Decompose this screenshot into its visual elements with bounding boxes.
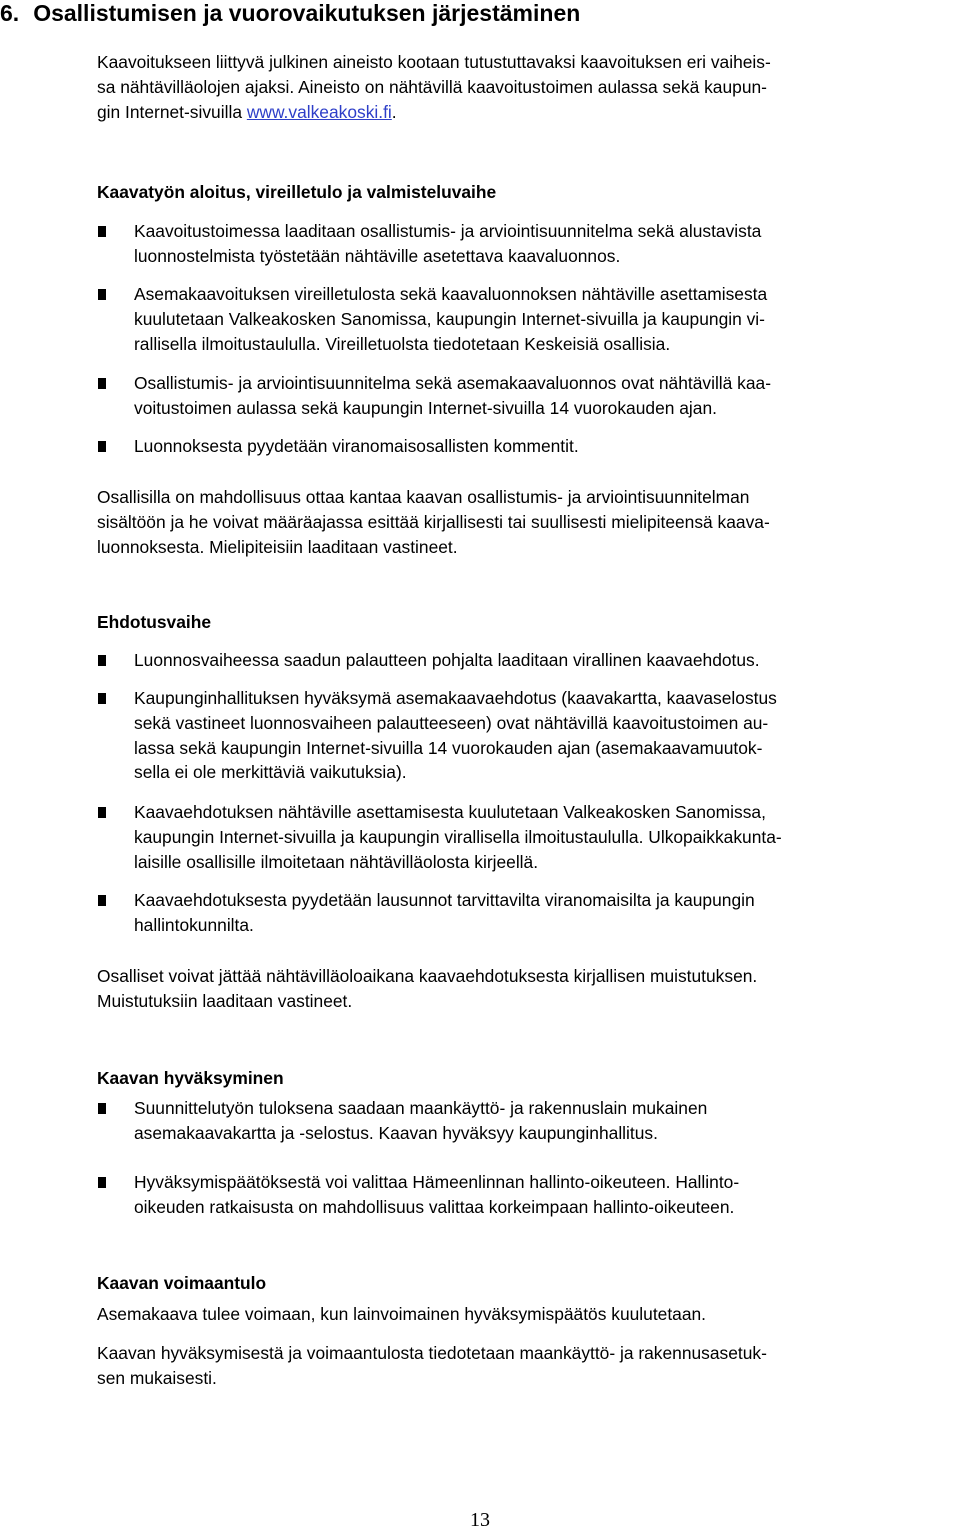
list-item-line: Luonnoksesta pyydetään viranomaisosallisten kommentit. <box>134 436 579 456</box>
list-item-text <box>134 800 956 874</box>
list-item-text <box>134 371 956 421</box>
effect-paragraph <box>97 1341 953 1391</box>
paragraph-line: sen mukaisesti. <box>97 1367 217 1388</box>
intro-line: Kaavoitukseen liittyvä julkinen aineisto kootaan tutustuttavaksi kaavoituksen eri vaiheis- <box>97 52 771 72</box>
list-item-text <box>134 434 956 459</box>
list-item-line: laisille osallisille ilmoitetaan nähtävilläolosta kirjeellä. <box>134 851 539 872</box>
page-number: 13 <box>470 1509 490 1531</box>
initiation-heading: Kaavatyön aloitus, vireilletulo ja valmisteluvaihe <box>97 182 497 202</box>
list-item-line: Kaupunginhallituksen hyväksymä asemakaavaehdotus (kaavakartta, kaavaselostus <box>134 688 777 708</box>
bullet-icon <box>98 693 106 704</box>
bullet-icon <box>98 895 106 906</box>
bullet-icon <box>98 289 106 300</box>
paragraph-line: Osalliset voivat jättää nähtävilläoloaikana kaavaehdotuksesta kirjallisen muistutuksen. <box>97 966 758 986</box>
bullet-icon <box>98 441 106 452</box>
intro-line: sa nähtävilläolojen ajaksi. Aineisto on nähtävillä kaavoitustoimen aulassa sekä kaupun- <box>97 76 767 97</box>
list-item-text <box>134 219 956 269</box>
bullet-icon <box>98 1103 106 1114</box>
paragraph-line: Muistutuksiin laaditaan vastineet. <box>97 990 353 1011</box>
paragraph-line: Osallisilla on mahdollisuus ottaa kantaa kaavan osallistumis- ja arviointisuunnitelman <box>97 487 750 507</box>
list-item-line: kuulutetaan Valkeakosken Sanomissa, kaupungin Internet-sivuilla ja kaupungin vi- <box>134 308 765 329</box>
paragraph-line: sisältöön ja he voivat määräajassa esittää kirjallisesti tai suullisesti mielipiteensä kaava- <box>97 511 770 532</box>
list-item-line: Kaavaehdotuksen nähtäville asettamisesta kuulutetaan Valkeakosken Sanomissa, <box>134 802 766 822</box>
intro-line-text: gin Internet-sivuilla <box>97 101 247 122</box>
list-item-line: asemakaavakartta ja -selostus. Kaavan hyväksyy kaupunginhallitus. <box>134 1122 658 1143</box>
list-item-text <box>134 686 956 785</box>
list-item-line: Hyväksymispäätöksestä voi valittaa Hämeenlinnan hallinto-oikeuteen. Hallinto- <box>134 1172 740 1192</box>
paragraph-line: Asemakaava tulee voimaan, kun lainvoimainen hyväksymispäätös kuulutetaan. <box>97 1304 707 1324</box>
list-item-line: sekä vastineet luonnosvaiheen palautteeseen) ovat nähtävillä kaavoitustoimen au- <box>134 712 769 733</box>
approval-heading: Kaavan hyväksyminen <box>97 1068 284 1088</box>
list-item-line: lassa sekä kaupungin Internet-sivuilla 14 vuorokauden ajan (asemakaavamuutok- <box>134 737 763 758</box>
website-link[interactable]: www.valkeakoski.fi <box>246 101 392 122</box>
list-item-line: Asemakaavoituksen vireilletulosta sekä kaavaluonnoksen nähtäville asettamisesta <box>134 284 768 304</box>
list-item-line: oikeuden ratkaisusta on mahdollisuus valittaa korkeimpaan hallinto-oikeuteen. <box>134 1196 735 1217</box>
list-item-line: sella ei ole merkittäviä vaikutuksia). <box>134 762 407 783</box>
section-title: Osallistumisen ja vuorovaikutuksen järjestäminen <box>33 0 581 26</box>
bullet-icon <box>98 1177 106 1188</box>
section-number: 6. <box>0 0 20 26</box>
bullet-icon <box>98 378 106 389</box>
bullet-icon <box>98 226 106 237</box>
list-item-line: hallintokunnilta. <box>134 914 254 935</box>
list-item-text <box>134 648 956 673</box>
list-item-line: kaupungin Internet-sivuilla ja kaupungin virallisella ilmoitustaululla. Ulkopaikkakunta- <box>134 826 782 847</box>
section-heading <box>0 0 960 26</box>
effect-paragraph <box>97 1302 953 1327</box>
initiation-closing-paragraph <box>97 485 953 559</box>
list-item-text <box>134 1096 956 1146</box>
intro-paragraph <box>97 50 953 124</box>
proposal-heading: Ehdotusvaihe <box>97 612 212 632</box>
list-item-line: voitustoimen aulassa sekä kaupungin Internet-sivuilla 14 vuorokauden ajan. <box>134 397 717 418</box>
list-item-text <box>134 1170 956 1220</box>
bullet-icon <box>98 655 106 666</box>
list-item-line: rallisella ilmoitustaululla. Vireilletuolsta tiedotetaan Keskeisiä osallisia. <box>134 333 671 354</box>
list-item-line: Kaavoitustoimessa laaditaan osallistumis- ja arviointisuunnitelma sekä alustavista <box>134 221 762 241</box>
list-item-line: Suunnittelutyön tuloksena saadaan maankäyttö- ja rakennuslain mukainen <box>134 1098 708 1118</box>
list-item-text <box>134 282 956 356</box>
effect-heading: Kaavan voimaantulo <box>97 1273 267 1293</box>
list-item-line: luonnostelmista työstetään nähtäville asetettava kaavaluonnos. <box>134 245 621 266</box>
list-item-text <box>134 888 956 938</box>
list-item-line: Luonnosvaiheessa saadun palautteen pohjalta laaditaan virallinen kaavaehdotus. <box>134 650 760 670</box>
intro-line-end: . <box>391 101 397 122</box>
proposal-closing-paragraph <box>97 964 953 1014</box>
list-item-line: Kaavaehdotuksesta pyydetään lausunnot tarvittavilta viranomaisilta ja kaupungin <box>134 890 755 910</box>
paragraph-line: luonnoksesta. Mielipiteisiin laaditaan vastineet. <box>97 536 458 557</box>
bullet-icon <box>98 807 106 818</box>
paragraph-line: Kaavan hyväksymisestä ja voimaantulosta tiedotetaan maankäyttö- ja rakennusasetuk- <box>97 1343 767 1363</box>
list-item-line: Osallistumis- ja arviointisuunnitelma sekä asemakaavaluonnos ovat nähtävillä kaa- <box>134 373 772 393</box>
intro-line <box>97 100 953 125</box>
